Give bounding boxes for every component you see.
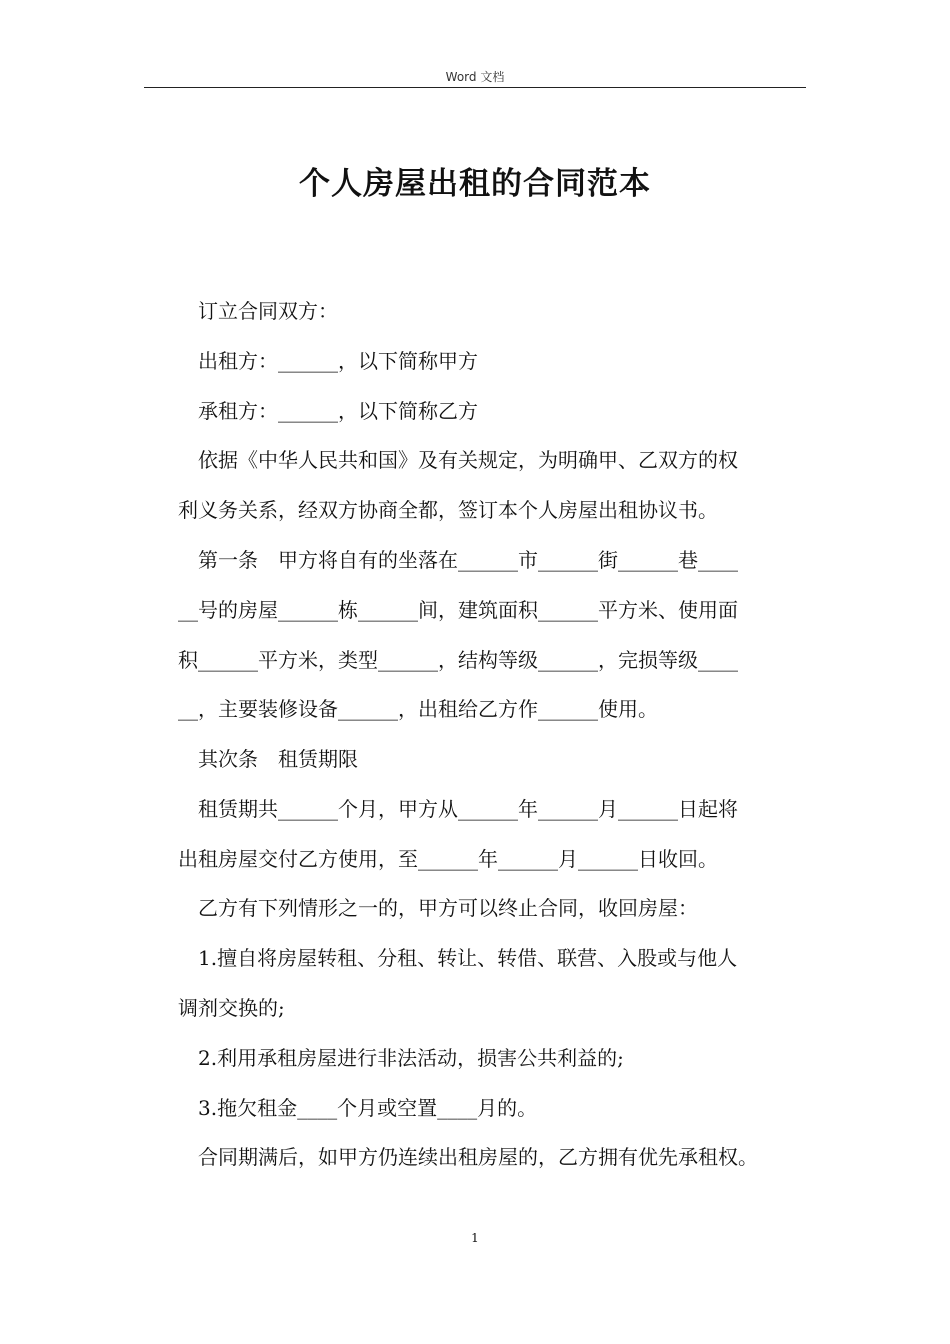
body-line: 其次条 租赁期限 — [178, 747, 358, 771]
body-line: 第一条 甲方将自有的坐落在______市______街______巷____ — [178, 548, 738, 572]
body-line: 租赁期共______个月，甲方从______年______月______日起将 — [178, 797, 738, 821]
body-line: 1.擅自将房屋转租、分租、转让、转借、联营、入股或与他人 — [178, 946, 738, 970]
body-line: 出租方：______，以下简称甲方 — [178, 349, 478, 373]
body-line: __号的房屋______栋______间，建筑面积______平方米、使用面 — [178, 598, 738, 622]
body-line: 依据《中华人民共和国》及有关规定，为明确甲、乙双方的权 — [178, 448, 738, 472]
body-line: 合同期满后，如甲方仍连续出租房屋的，乙方拥有优先承租权。 — [178, 1145, 758, 1169]
body-line: __，主要装修设备______，出租给乙方作______使用。 — [178, 697, 658, 721]
body-line: 调剂交换的; — [178, 996, 285, 1020]
body-line: 利义务关系，经双方协商全都，签订本个人房屋出租协议书。 — [178, 498, 718, 522]
body-line: 积______平方米，类型______，结构等级______，完损等级____ — [178, 648, 738, 672]
header-text: Word 文档 — [445, 70, 505, 84]
body-line: 订立合同双方： — [178, 299, 338, 323]
body-line: 3.拖欠租金____个月或空置____月的。 — [178, 1096, 538, 1120]
page-number: 1 — [471, 1231, 479, 1245]
body-line: 承租方：______，以下简称乙方 — [178, 399, 478, 423]
document-title: 个人房屋出租的合同范本 — [299, 166, 651, 202]
body-line: 出租房屋交付乙方使用，至______年______月______日收回。 — [178, 847, 718, 871]
body-line: 2.利用承租房屋进行非法活动，损害公共利益的; — [178, 1046, 624, 1070]
body-line: 乙方有下列情形之一的，甲方可以终止合同，收回房屋： — [178, 896, 698, 920]
header-divider — [144, 87, 806, 88]
